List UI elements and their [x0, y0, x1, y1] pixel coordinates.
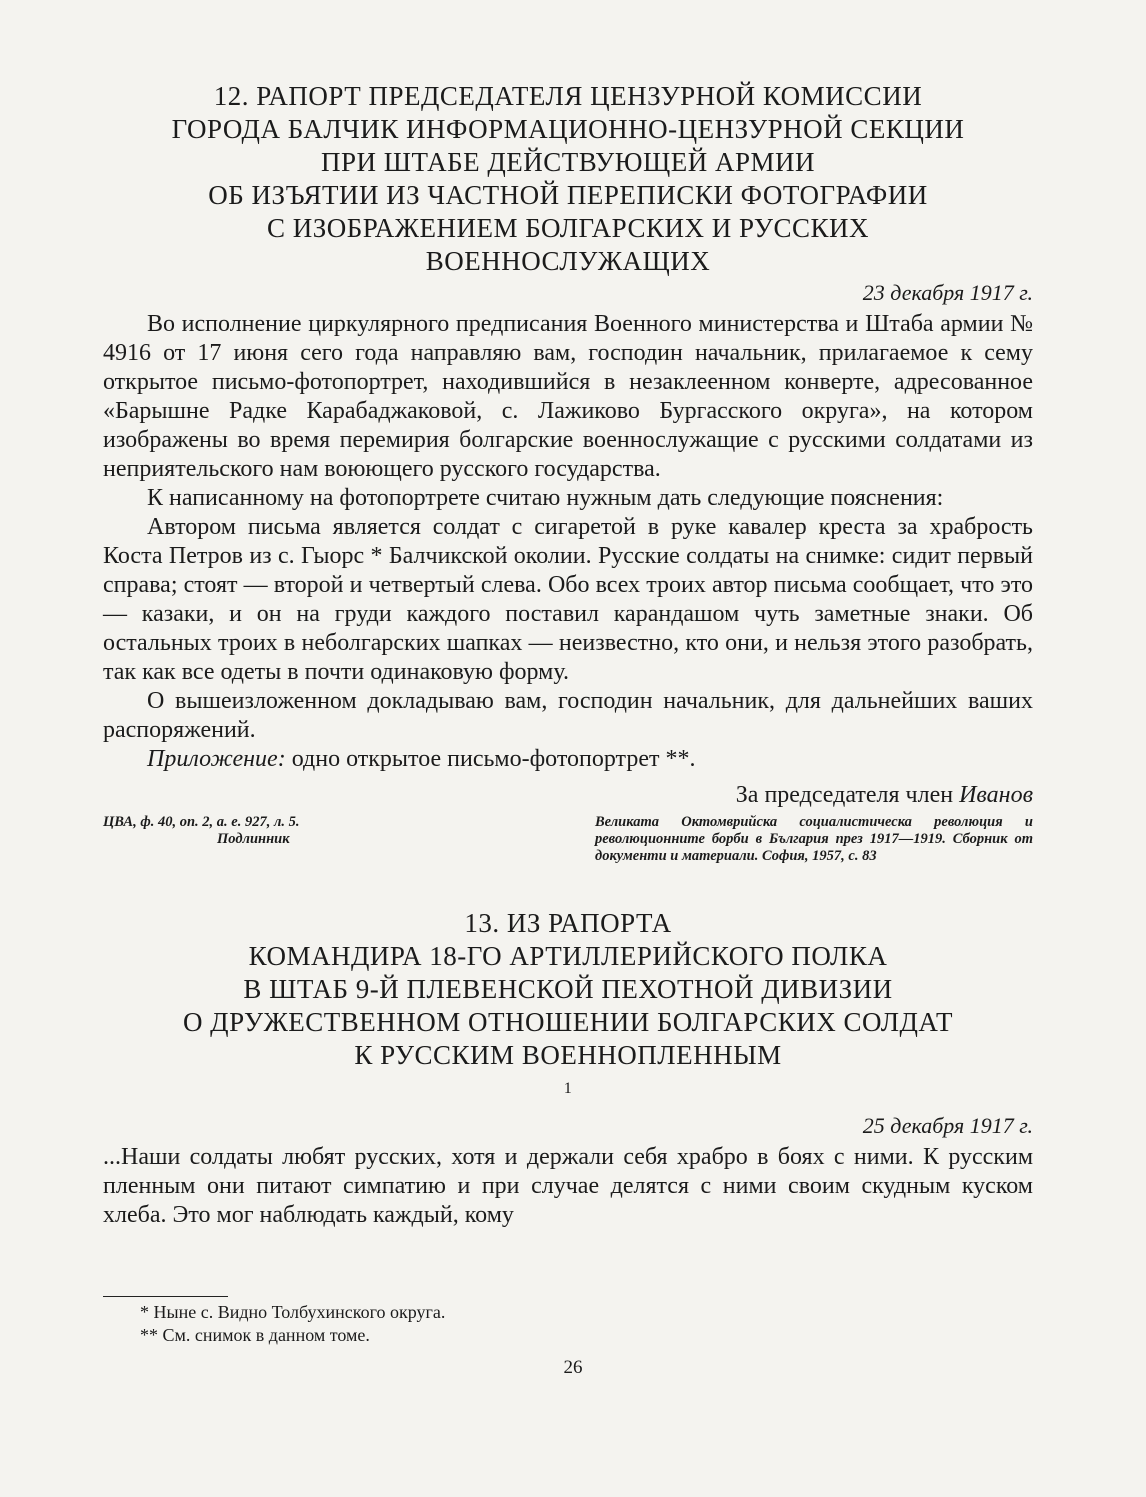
doc12-title: [103, 80, 1033, 278]
doc12-title-line: ГОРОДА БАЛЧИК ИНФОРМАЦИОННО-ЦЕНЗУРНОЙ СЕКЦИИ: [171, 114, 965, 144]
doc12-paragraph: Автором письма является солдат с сигаретой в руке кавалер креста за храбрость Коста Петров из с. Гыорс * Балчикской околии. Русские солдаты на снимке: сидит первый справа; стоят — второй и четвертый слева. Обо всех троих автор письма сообщает, что это — казаки, и он на груди каждого поставил карандашом чуть заметные знаки. Об остальных троих в неболгарских шапках — неизвестно, кто они, и нельзя этого разобрать, так как все одеты в почти одинаковую форму.: [103, 514, 1033, 685]
signature-name: Иванов: [959, 782, 1033, 808]
footnote-marker: 1: [563, 1079, 573, 1097]
archive-ref-text: ЦВА, ф. 40, оп. 2, а. е. 927, л. 5.: [103, 814, 300, 830]
doc12-signature: [103, 780, 1033, 810]
doc12-paragraph: Во исполнение циркулярного предписания Военного министерства и Штаба армии № 4916 от 17 июня сего года направляю вам, господин начальник, прилагаемое к сему открытое письмо-фотопортрет, находившийся в незаклеенном конверте, адресованное «Барышне Радке Карабаджаковой, с. Лажиково Бургасского округа», на котором изображены во время перемирия болгарские военнослужащие с русскими солдатами из неприятельского нам воюющего русского государства.: [103, 311, 1033, 482]
doc13-title-line: 13. ИЗ РАПОРТА: [464, 908, 672, 938]
doc12-title-line: 12. РАПОРТ ПРЕДСЕДАТЕЛЯ ЦЕНЗУРНОЙ КОМИССИИ: [213, 81, 923, 111]
doc13-date: 25 декабря 1917 г.: [862, 1113, 1033, 1138]
doc13-title-line: В ШТАБ 9-Й ПЛЕВЕНСКОЙ ПЕХОТНОЙ ДИВИЗИИ: [243, 974, 893, 1004]
doc12-paragraph: К написанному на фотопортрете считаю нужным дать следующие пояснения:: [147, 485, 944, 511]
page-number: 26: [563, 1357, 583, 1378]
doc13-paragraph: ...Наши солдаты любят русских, хотя и держали себя храбро в боях с ними. К русским пленным они питают симпатию и при случае делятся с ними своим скудным куском хлеба. Это мог наблюдать каждый, кому: [103, 1144, 1033, 1228]
doc12-title-line: ОБ ИЗЪЯТИИ ИЗ ЧАСТНОЙ ПЕРЕПИСКИ ФОТОГРАФИИ: [208, 180, 928, 210]
doc12-date: 23 декабря 1917 г.: [862, 280, 1033, 305]
publication-reference: Великата Октомврийска социалистическа революция и революционните борби в България през 1917—1919. Сборник от документи и материали. София, 1957, с. 83: [595, 814, 1033, 864]
archive-note: Подлинник: [217, 831, 290, 847]
main-column: [103, 80, 1033, 1230]
appendix-label: Приложение:: [147, 746, 286, 772]
doc13-title-line: КОМАНДИРА 18-ГО АРТИЛЛЕРИЙСКОГО ПОЛКА: [248, 941, 888, 971]
doc12-title-line: ВОЕННОСЛУЖАЩИХ: [425, 246, 711, 276]
doc13-title: [103, 907, 1033, 1111]
doc12-appendix: [103, 745, 1033, 774]
doc12-title-line: ПРИ ШТАБЕ ДЕЙСТВУЮЩЕЙ АРМИИ: [321, 147, 815, 177]
footnote: * Ныне с. Видно Толбухинского округа.: [140, 1302, 446, 1322]
doc12-paragraph: О вышеизложенном докладываю вам, господин начальник, для дальнейших ваших распоряжений.: [103, 688, 1033, 743]
doc12-title-line: С ИЗОБРАЖЕНИЕМ БОЛГАРСКИХ И РУССКИХ: [266, 213, 870, 243]
footnote-divider: [103, 1296, 228, 1297]
footnotes: [140, 1301, 445, 1347]
doc13-title-last: К РУССКИМ ВОЕННОПЛЕННЫМ: [354, 1040, 782, 1070]
doc13-title-line: [103, 1039, 1033, 1111]
appendix-text: одно открытое письмо-фотопортрет **.: [285, 746, 696, 772]
doc12-sources: [103, 814, 1033, 865]
footnote: ** См. снимок в данном томе.: [140, 1325, 370, 1345]
signature-prefix: За председателя член: [735, 782, 960, 808]
doc13-title-line: О ДРУЖЕСТВЕННОМ ОТНОШЕНИИ БОЛГАРСКИХ СОЛДАТ: [182, 1007, 954, 1037]
archive-reference: [103, 814, 403, 865]
